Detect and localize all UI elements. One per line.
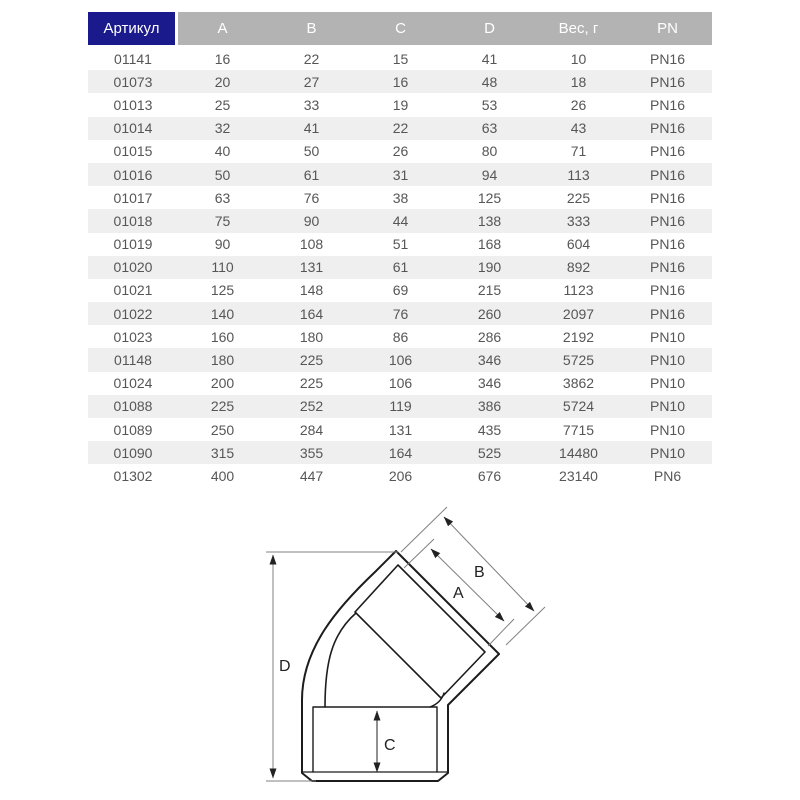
- table-cell: 31: [392, 166, 409, 183]
- table-cell: 125: [210, 282, 235, 299]
- table-header-row: [88, 12, 712, 45]
- table-cell: 346: [477, 375, 502, 392]
- table-cell: PN10: [649, 352, 686, 369]
- table-cell: 19: [392, 96, 409, 113]
- cell-article: 01090: [113, 444, 153, 461]
- table-cell: 80: [481, 143, 498, 160]
- table-cell: 892: [566, 259, 591, 276]
- elbow-dimension-diagram: [0, 490, 800, 800]
- table-cell: PN16: [649, 96, 686, 113]
- table-cell: PN16: [649, 282, 686, 299]
- table-cell: 15: [392, 50, 409, 67]
- table-cell: 138: [477, 212, 502, 229]
- table-row: [88, 186, 712, 209]
- table-cell: 14480: [559, 444, 598, 461]
- fitting-outline: [302, 551, 499, 781]
- table-cell: 38: [392, 189, 409, 206]
- table-cell: PN16: [649, 236, 686, 253]
- cell-article: 01018: [113, 212, 153, 229]
- table-row: [88, 47, 712, 70]
- table-cell: 160: [210, 328, 235, 345]
- table-cell: 315: [210, 444, 235, 461]
- table-cell: 525: [477, 444, 502, 461]
- table-cell: PN16: [649, 120, 686, 137]
- table-cell: 400: [210, 467, 235, 484]
- ext-line-a-upper: [404, 539, 434, 568]
- column-header-b: B: [267, 12, 356, 45]
- table-cell: 5724: [562, 398, 595, 415]
- table-cell: 61: [303, 166, 320, 183]
- angled-socket-bore: [355, 565, 485, 698]
- ext-line-b-lower: [506, 607, 545, 645]
- table-cell: 22: [303, 50, 320, 67]
- table-cell: 53: [481, 96, 498, 113]
- table-cell: 61: [392, 259, 409, 276]
- cell-article: 01015: [113, 143, 153, 160]
- table-cell: 1123: [563, 282, 594, 299]
- table-cell: PN16: [649, 50, 686, 67]
- table-cell: 5725: [562, 352, 595, 369]
- column-header-c: C: [356, 12, 445, 45]
- table-cell: 113: [567, 166, 590, 183]
- cell-article: 01021: [113, 282, 153, 299]
- ext-line-b-upper: [401, 507, 447, 552]
- table-cell: PN10: [649, 328, 686, 345]
- table-cell: 252: [299, 398, 324, 415]
- table-cell: 10: [570, 50, 587, 67]
- table-cell: 164: [299, 305, 324, 322]
- table-row: [88, 325, 712, 348]
- table-cell: 22: [392, 120, 409, 137]
- table-row: [88, 70, 712, 93]
- table-cell: 75: [214, 212, 231, 229]
- table-cell: 94: [481, 166, 498, 183]
- table-cell: 71: [570, 143, 587, 160]
- cell-article: 01141: [114, 50, 152, 67]
- table-cell: 435: [477, 421, 502, 438]
- table-cell: 33: [303, 96, 320, 113]
- table-cell: 2192: [562, 328, 595, 345]
- table-cell: 50: [303, 143, 320, 160]
- table-cell: 50: [214, 166, 231, 183]
- table-row: [88, 418, 712, 441]
- table-cell: 131: [388, 421, 413, 438]
- column-header-pn: PN: [623, 12, 712, 45]
- table-cell: 41: [303, 120, 320, 137]
- table-cell: 90: [303, 212, 320, 229]
- table-cell: 286: [477, 328, 502, 345]
- cell-article: 01019: [113, 236, 153, 253]
- table-cell: 164: [388, 444, 413, 461]
- table-cell: 23140: [559, 467, 598, 484]
- table-cell: 20: [214, 73, 231, 90]
- cell-article: 01089: [113, 421, 153, 438]
- table-cell: 69: [392, 282, 409, 299]
- column-header-d: D: [445, 12, 534, 45]
- table-cell: 215: [477, 282, 502, 299]
- table-cell: 140: [210, 305, 235, 322]
- table-cell: 260: [477, 305, 502, 322]
- table-row: [88, 233, 712, 256]
- table-cell: 26: [570, 96, 587, 113]
- spec-table: [88, 12, 712, 488]
- table-cell: 355: [299, 444, 324, 461]
- cell-article: 01013: [113, 96, 153, 113]
- table-cell: 41: [481, 50, 498, 67]
- table-cell: 284: [299, 421, 324, 438]
- cell-article: 01022: [113, 305, 153, 322]
- cell-article: 01302: [113, 467, 153, 484]
- dim-line-a: [431, 549, 504, 621]
- table-cell: PN6: [653, 467, 682, 484]
- table-row: [88, 464, 712, 487]
- table-cell: PN16: [649, 143, 686, 160]
- table-cell: PN16: [649, 73, 686, 90]
- table-cell: 7715: [562, 421, 595, 438]
- cell-article: 01016: [113, 166, 153, 183]
- table-cell: 168: [477, 236, 502, 253]
- cell-article: 01073: [113, 73, 153, 90]
- ext-line-a-lower: [488, 619, 514, 646]
- table-cell: PN16: [649, 305, 686, 322]
- table-cell: 76: [303, 189, 320, 206]
- table-cell: 106: [388, 375, 413, 392]
- table-cell: PN16: [649, 259, 686, 276]
- table-row: [88, 372, 712, 395]
- table-row: [88, 117, 712, 140]
- table-header-measures: [178, 12, 712, 45]
- table-cell: 190: [477, 259, 502, 276]
- table-cell: 106: [388, 352, 413, 369]
- table-row: [88, 395, 712, 418]
- dimension-b: [401, 507, 545, 645]
- table-cell: PN16: [649, 189, 686, 206]
- table-cell: 225: [299, 352, 324, 369]
- table-row: [88, 441, 712, 464]
- table-cell: 200: [210, 375, 235, 392]
- table-cell: 40: [214, 143, 231, 160]
- column-header-a: A: [178, 12, 267, 45]
- table-cell: 76: [392, 305, 409, 322]
- cell-article: 01017: [113, 189, 153, 206]
- table-cell: 180: [210, 352, 235, 369]
- table-cell: 676: [477, 467, 502, 484]
- table-cell: 3862: [562, 375, 595, 392]
- table-row: [88, 209, 712, 232]
- column-header-weight: Вес, г: [534, 12, 623, 45]
- table-cell: 447: [299, 467, 324, 484]
- table-cell: 148: [299, 282, 324, 299]
- table-cell: 131: [299, 259, 324, 276]
- column-header-article: Артикул: [88, 12, 175, 45]
- fitting-outer-profile: [302, 551, 499, 781]
- table-row: [88, 256, 712, 279]
- table-cell: 63: [481, 120, 498, 137]
- table-cell: 16: [392, 73, 409, 90]
- cell-article: 01023: [113, 328, 153, 345]
- cell-article: 01024: [113, 375, 153, 392]
- table-cell: 604: [566, 236, 591, 253]
- cell-article: 01148: [114, 352, 152, 369]
- dim-label-a: A: [453, 585, 464, 602]
- elbow-inner-curve: [325, 613, 356, 707]
- table-cell: 225: [299, 375, 324, 392]
- table-cell: 25: [214, 96, 231, 113]
- dim-label-b: B: [474, 564, 485, 581]
- table-cell: 110: [211, 259, 234, 276]
- table-cell: 386: [477, 398, 502, 415]
- table-cell: 206: [388, 467, 413, 484]
- table-cell: PN10: [649, 444, 686, 461]
- table-row: [88, 140, 712, 163]
- table-cell: 90: [214, 236, 231, 253]
- table-cell: 16: [214, 50, 231, 67]
- table-body: [88, 47, 712, 488]
- table-cell: 32: [214, 120, 231, 137]
- cell-article: 01088: [113, 398, 153, 415]
- table-cell: 250: [210, 421, 235, 438]
- table-cell: 44: [392, 212, 409, 229]
- table-cell: PN16: [649, 166, 686, 183]
- table-cell: 18: [570, 73, 587, 90]
- table-cell: PN16: [649, 212, 686, 229]
- table-cell: 26: [392, 143, 409, 160]
- cell-article: 01014: [113, 120, 153, 137]
- dim-label-c: C: [384, 737, 396, 754]
- table-cell: PN10: [649, 375, 686, 392]
- table-row: [88, 163, 712, 186]
- table-row: [88, 93, 712, 116]
- table-cell: 119: [389, 398, 412, 415]
- table-cell: PN10: [649, 398, 686, 415]
- table-cell: 86: [392, 328, 409, 345]
- table-cell: 108: [299, 236, 324, 253]
- table-cell: 346: [477, 352, 502, 369]
- bottom-socket-bore: [313, 707, 437, 772]
- table-cell: 2097: [562, 305, 595, 322]
- table-cell: 48: [481, 73, 498, 90]
- table-row: [88, 348, 712, 371]
- table-cell: 180: [299, 328, 324, 345]
- dim-label-d: D: [279, 658, 291, 675]
- table-cell: 51: [392, 236, 409, 253]
- table-cell: 63: [214, 189, 231, 206]
- table-cell: 225: [566, 189, 591, 206]
- table-cell: 125: [477, 189, 502, 206]
- table-cell: 43: [570, 120, 587, 137]
- cell-article: 01020: [113, 259, 153, 276]
- table-cell: 27: [303, 73, 320, 90]
- table-row: [88, 279, 712, 302]
- table-cell: PN10: [649, 421, 686, 438]
- table-cell: 333: [566, 212, 591, 229]
- table-row: [88, 302, 712, 325]
- table-cell: 225: [210, 398, 235, 415]
